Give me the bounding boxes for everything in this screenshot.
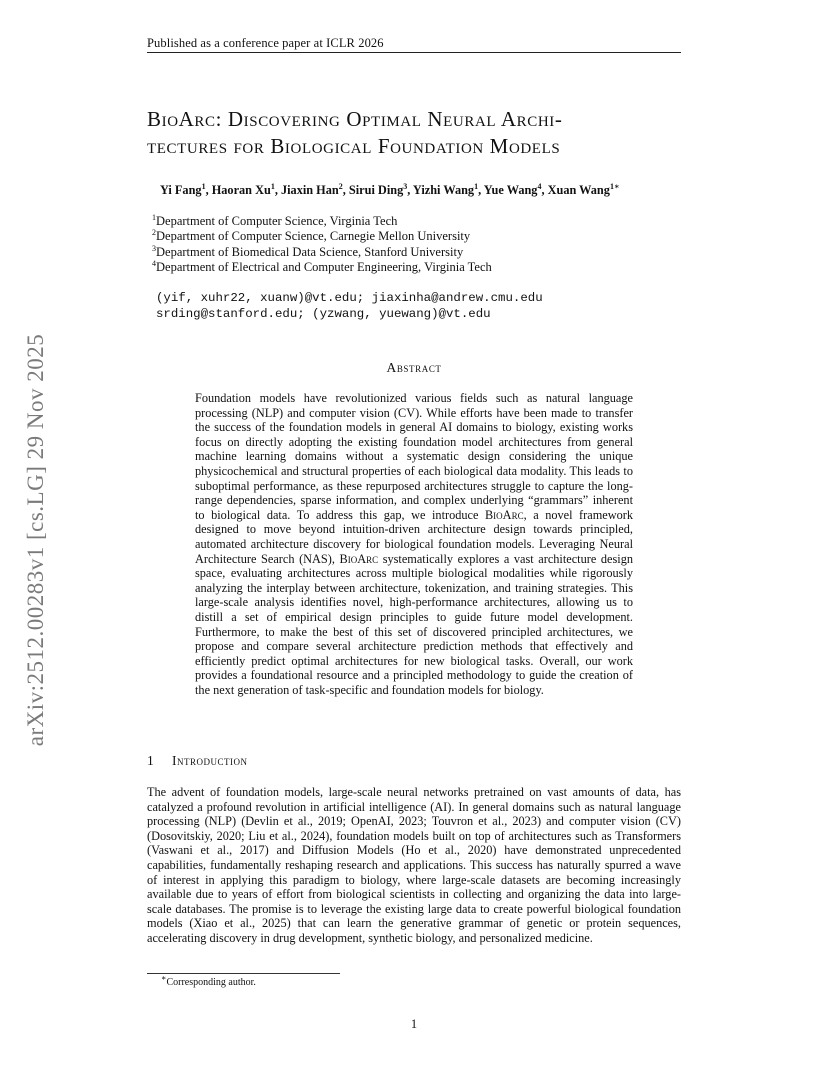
- title-line-2: tectures for Biological Foundation Models: [147, 134, 561, 158]
- author-name: Haoran Xu: [211, 183, 271, 197]
- author-affiliation-mark: 1: [474, 181, 479, 191]
- affiliation-text: Department of Biomedical Data Science, Stanford University: [156, 244, 464, 259]
- affiliation-number: 4: [152, 258, 156, 268]
- author-name: Xuan Wang: [547, 183, 610, 197]
- abstract-text-part-1: Foundation models have revolutionized various fields such as natural language processing (NLP) and computer vision (CV). While efforts have been made to transfer the success of the foundation models in general AI domains to biology, existing works focus on directly adopting the existing foundation model architectures from general machine learning domains without a systematic design considering the unique physicochemical and structural properties of each biological data modality. This leads to suboptimal performance, as these repurposed architectures struggle to capture the long-range dependencies, sparse information, and complex underlying “grammars” inherent to biological data. To address this gap, we introduce: [195, 391, 633, 522]
- abstract-body: [195, 391, 633, 697]
- affiliation-text: Department of Computer Science, Carnegie Mellon University: [156, 229, 471, 244]
- author-name: Yue Wang: [483, 183, 538, 197]
- footnote: [161, 973, 256, 988]
- affiliation-number: 2: [152, 228, 156, 238]
- affiliation-list: [152, 214, 492, 275]
- running-header: Published as a conference paper at ICLR 2026: [147, 36, 384, 50]
- author-name: Jiaxin Han: [280, 183, 339, 197]
- author-affiliation-mark: 1: [270, 181, 275, 191]
- footnote-text: Corresponding author.: [166, 977, 256, 988]
- affiliation-number: 3: [152, 243, 156, 253]
- page-number: 1: [410, 1017, 418, 1031]
- author-name: Yi Fang: [160, 183, 202, 197]
- header-rule: [147, 52, 681, 53]
- author-name: Sirui Ding: [348, 183, 404, 197]
- email-line-1: (yif, xuhr22, xuanw)@vt.edu; jiaxinha@andrew.cmu.edu: [156, 291, 543, 305]
- author-emails: [156, 291, 543, 322]
- title-line-1: BioArc: Discovering Optimal Neural Archi-: [147, 107, 563, 131]
- arxiv-identifier: arXiv:2512.00283v1 [cs.LG] 29 Nov 2025: [23, 333, 48, 747]
- abstract-heading: Abstract: [386, 360, 442, 375]
- author-affiliation-mark: 4: [537, 181, 542, 191]
- author-affiliation-mark: 3: [403, 181, 408, 191]
- affiliation-item: [152, 260, 492, 275]
- footnote-rule: [147, 973, 340, 974]
- author-affiliation-mark: 2: [338, 181, 343, 191]
- footnote-mark: ∗: [161, 973, 167, 983]
- abstract-text-part-2: , a novel framework designed to move beyond intuition-driven architecture design towards principled, automated architecture discovery for biological foundation models. Leveraging Neural Architecture Search (NAS),: [195, 507, 633, 566]
- abstract-text-part-3: systematically explores a vast architecture design space, evaluating architectures across multiple biological modalities while rigorously analyzing the interplay between architecture, tokenization, and training strategies. This large-scale analysis identifies novel, high-performance architectures, allowing us to distill a set of empirical design principles to guide future model development. Furthermore, to make the best of this set of discovered principled architectures, we propose and compare several architecture prediction methods that effectively and efficiently predict optimal architectures for new biological tasks. Overall, our work provides a foundational resource and a principled methodology to guide the creation of the next generation of task-specific and foundation models for biology.: [195, 551, 633, 697]
- framework-name: BioArc: [484, 507, 524, 522]
- framework-name: BioArc: [339, 551, 379, 566]
- introduction-paragraph: The advent of foundation models, large-scale neural networks pretrained on vast amounts of data, has catalyzed a profound revolution in artificial intelligence (AI). In general domains such as natural language processing (NLP) (Devlin et al., 2019; OpenAI, 2023; Touvron et al., 2023) and computer vision (CV) (Dosovitskiy, 2020; Liu et al., 2024), foundation models built on top of architectures such as Transformers (Vaswani et al., 2017) and Diffusion Models (Ho et al., 2020) have demonstrated unprecedented capabilities, fundamentally reshaping research and applications. This success has naturally spurred a wave of interest in applying this paradigm to biology, where large-scale datasets are becoming increasingly available due to years of effort from biological scientists in collecting and organizing the data into large-scale databases. The promise is to leverage the existing large data to create powerful biological foundation models (Xiao et al., 2025) that can learn the generative grammar of genetic or protein sequences, accelerating discovery in drug development, synthetic biology, and personalized medicine.: [147, 785, 681, 945]
- affiliation-number: 1: [152, 212, 156, 222]
- author-list: Yi Fang$^1$, Haoran Xu$^1$, Jiaxin Han$^2$, Sirui Ding$^3$, Yizhi Wang$^1$, Yue Wang$^4$, Xuan Wang$^{1∗}$: [160, 181, 620, 197]
- affiliation-text: Department of Computer Science, Virginia Tech: [156, 214, 398, 228]
- affiliation-text: Department of Electrical and Computer Engineering, Virginia Tech: [156, 259, 492, 274]
- author-affiliation-mark: 1∗: [609, 181, 620, 191]
- section-heading-introduction: [147, 753, 248, 769]
- affiliation-item: [152, 245, 492, 260]
- author-affiliation-mark: 1: [201, 181, 206, 191]
- affiliation-item: [152, 214, 492, 229]
- section-number: 1: [147, 753, 155, 768]
- section-title: Introduction: [172, 753, 248, 768]
- paper-title: [147, 106, 707, 160]
- author-name: Yizhi Wang: [412, 183, 475, 197]
- email-line-2: srding@stanford.edu; (yzwang, yuewang)@vt.edu: [156, 306, 491, 321]
- affiliation-item: [152, 229, 492, 244]
